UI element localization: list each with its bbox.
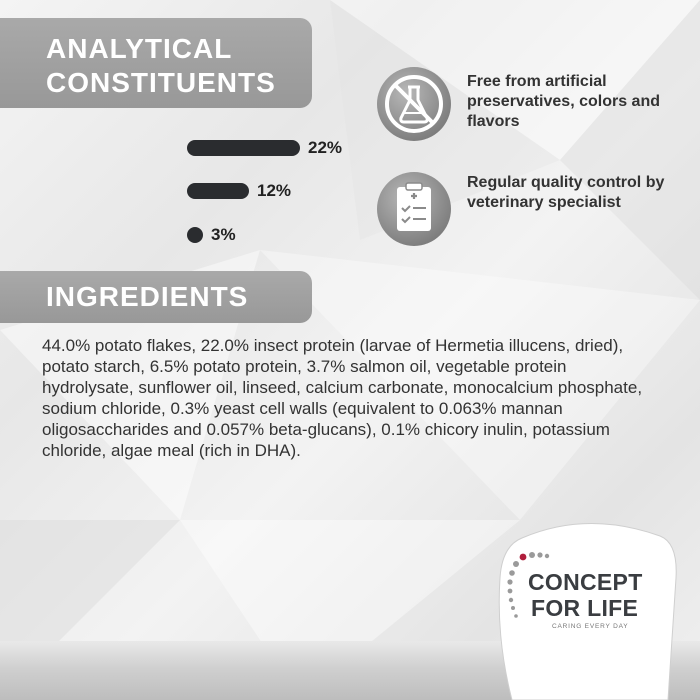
logo-line1: CONCEPT [528, 569, 643, 595]
feature-text-quality-control: Regular quality control by veterinary specialist [467, 174, 665, 211]
logo-tagline: CARING EVERY DAY [552, 623, 629, 630]
analytical-constituents-banner [0, 18, 312, 108]
constituent-value: 3% [211, 225, 236, 244]
logo-line2: FOR LIFE [531, 595, 639, 621]
analytical-title-line2: CONSTITUENTS [46, 67, 276, 98]
feature-text-preservatives: Free from artificial preservatives, colors and flavors [467, 73, 660, 130]
constituent-value: 12% [257, 181, 292, 200]
analytical-title-line1: ANALYTICAL [46, 33, 233, 64]
constituent-value: 22% [308, 138, 343, 157]
constituent-row-protein [0, 137, 400, 159]
constituent-row-fibres [0, 224, 400, 246]
constituent-bar [187, 183, 249, 199]
clipboard-checklist-icon [375, 170, 453, 248]
ingredients-title: INGREDIENTS [46, 281, 249, 312]
constituent-bar [187, 140, 300, 156]
no-chemicals-flask-icon [375, 65, 453, 143]
ingredients-banner [0, 271, 312, 323]
ingredients-text: 44.0% potato flakes, 22.0% insect protein (larvae of Hermetia illucens, dried), potato starch, 6.5% potato protein, 3.7% salmon oil, vegetable protein hydrolysate, sunflower oil, linseed, calcium carbonate, monocalcium phosphate, sodium chloride, 0.3% yeast cell walls (equivalent to 0.063% mannan oligosaccharides and 0.057% beta-glucans), 0.1% chicory inulin, potassium chloride, algae meal (rich in DHA). [42, 336, 643, 460]
constituent-row-fat [0, 180, 400, 202]
constituent-bar [187, 227, 203, 243]
